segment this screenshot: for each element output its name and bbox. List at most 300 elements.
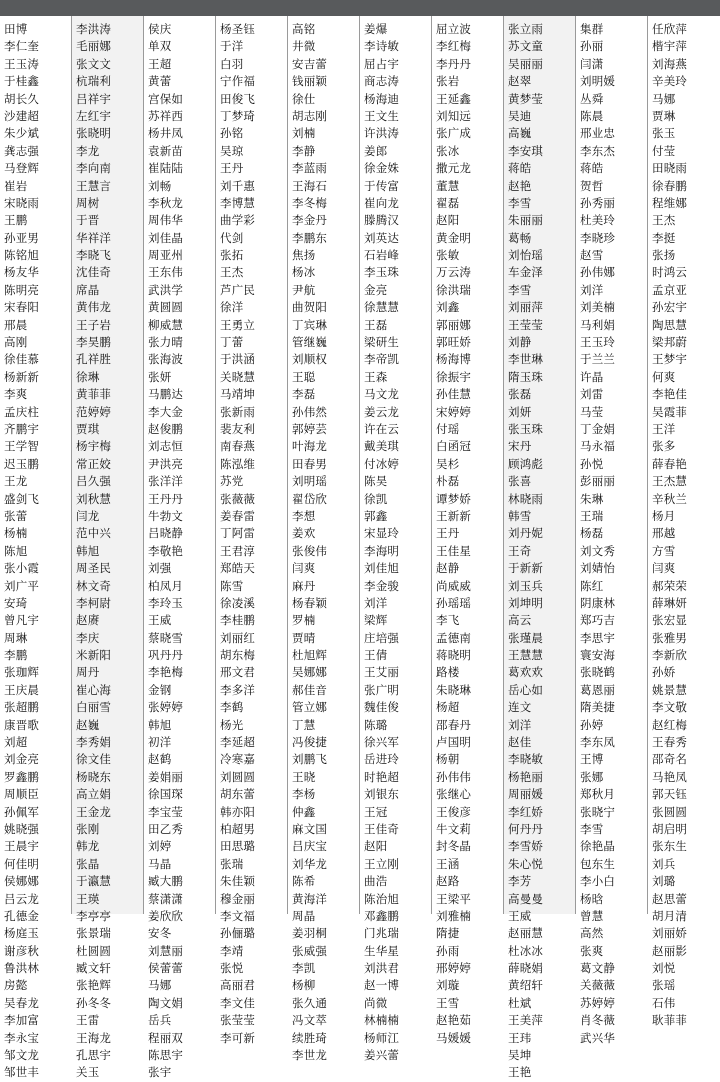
name-cell: 岳兵: [148, 1013, 172, 1028]
name-cell: 宋显玲: [364, 526, 400, 541]
name-cell: 王勇立: [220, 317, 256, 332]
name-cell: 丁蕾: [220, 335, 244, 350]
name-cell: 孔思宇: [76, 1048, 112, 1063]
name-cell: 程维娜: [652, 195, 688, 210]
name-cell: 王洋: [652, 421, 676, 436]
name-cell: 范中兴: [76, 526, 112, 541]
name-cell: 庄培强: [364, 630, 400, 645]
name-cell: 马登辉: [4, 161, 40, 176]
name-cell: 李靖: [220, 943, 244, 958]
name-cell: 管立娜: [292, 700, 328, 715]
name-cell: 杨光: [220, 717, 244, 732]
name-cell: 宫保如: [148, 91, 184, 106]
name-cell: 赵丽慧: [508, 926, 544, 941]
name-cell: 闫爽: [292, 561, 316, 576]
name-cell: 李仁奎: [4, 39, 40, 54]
name-cell: 姜欢: [292, 526, 316, 541]
name-cell: 李磊: [292, 387, 316, 402]
name-cell: 周伟华: [148, 213, 184, 228]
name-cell: 刘洋: [364, 595, 388, 610]
name-cell: 付瑶: [436, 421, 460, 436]
name-cell: 王立刚: [364, 856, 400, 871]
name-cell: 孙宏宇: [652, 300, 688, 315]
name-cell: 续胜琦: [292, 1030, 328, 1045]
name-cell: 李玉珠: [364, 265, 400, 280]
name-cell: 张多: [652, 439, 676, 454]
name-cell: 杨楠: [4, 526, 28, 541]
name-cell: 张磊: [508, 387, 532, 402]
name-cell: 井微: [292, 39, 316, 54]
name-cell: 孙伟伟: [436, 769, 472, 784]
name-cell: 陶文娟: [148, 995, 184, 1010]
name-cell: 马晶: [148, 856, 172, 871]
name-cell: 安吉蕾: [292, 56, 328, 71]
name-cell: 刘千惠: [220, 178, 256, 193]
name-cell: 贺哲: [580, 178, 604, 193]
name-cell: 刘坤明: [508, 595, 544, 610]
name-cell: 蒋皓: [580, 161, 604, 176]
name-cell: 邵春丹: [436, 717, 472, 732]
name-cell: 郭天钰: [652, 787, 688, 802]
name-cell: 李雪: [508, 195, 532, 210]
name-cell: 刘丽红: [220, 630, 256, 645]
name-cell: 王博: [580, 752, 604, 767]
name-cell: 马永福: [580, 439, 616, 454]
name-cell: 于瀛慧: [76, 874, 112, 889]
name-cell: 刘洪君: [364, 961, 400, 976]
name-cell: 贾琪: [76, 421, 100, 436]
name-cell: 孟京亚: [652, 282, 688, 297]
name-cell: 赵阳: [364, 839, 388, 854]
name-cell: 李金丹: [292, 213, 328, 228]
name-cell: 李金骏: [364, 578, 400, 593]
name-cell: 郝佳音: [292, 682, 328, 697]
name-cell: 张宇: [148, 1065, 172, 1080]
name-cell: 陈晨: [580, 108, 604, 123]
name-cell: 李世龙: [292, 1048, 328, 1063]
name-cell: 高铭: [292, 22, 316, 36]
name-cell: 路楼: [436, 665, 460, 680]
name-cell: 王子岩: [76, 317, 112, 332]
name-cell: 黄伟龙: [76, 300, 112, 315]
name-cell: 贾琳: [652, 108, 676, 123]
name-cell: 薛春艳: [652, 456, 688, 471]
name-cell: 赵鹤: [148, 752, 172, 767]
name-cell: 孙冬冬: [76, 995, 112, 1010]
name-cell: 王玉涛: [4, 56, 40, 71]
name-cell: 孙婷: [580, 717, 604, 732]
name-cell: 张敏: [436, 248, 460, 263]
name-cell: 肖冬薇: [580, 1013, 616, 1028]
name-cell: 高然: [580, 926, 604, 941]
name-cell: 魏佳俊: [364, 700, 400, 715]
name-cell: 刘强: [148, 561, 172, 576]
name-cell: 刘雅楠: [436, 908, 472, 923]
name-cell: 邹世丰: [4, 1065, 40, 1080]
name-cell: 冯俊捷: [292, 735, 328, 750]
name-cell: 胡启明: [652, 821, 688, 836]
name-cell: 刘静: [508, 335, 532, 350]
name-cell: 李帝凯: [364, 352, 400, 367]
name-cell: 车金泽: [508, 265, 544, 280]
name-cell: 吕祥宇: [76, 91, 112, 106]
name-cell: 马莹: [580, 404, 604, 419]
name-cell: 刘美楠: [580, 300, 616, 315]
name-column: [0, 16, 72, 1080]
name-cell: 董慧: [436, 178, 460, 193]
name-cell: 刘金亮: [4, 752, 40, 767]
name-cell: 张莹莹: [220, 1013, 256, 1028]
name-cell: 丁慧: [292, 717, 316, 732]
name-cell: 于洪涵: [220, 352, 256, 367]
name-cell: 单双: [148, 39, 172, 54]
name-cell: 王梦宇: [652, 352, 688, 367]
name-cell: 马鹏达: [148, 387, 184, 402]
name-cell: 周丽媛: [508, 787, 544, 802]
name-column: [72, 16, 144, 1080]
name-cell: 崔岩: [4, 178, 28, 193]
name-cell: 田乙秀: [148, 821, 184, 836]
name-cell: 张玉: [652, 126, 676, 141]
name-cell: 曾慧: [580, 908, 604, 923]
name-cell: 周树: [76, 195, 100, 210]
name-cell: 许洪涛: [364, 126, 400, 141]
name-cell: 刘婷: [148, 839, 172, 854]
name-cell: 王慧慧: [508, 648, 544, 663]
name-cell: 臧大鹏: [148, 874, 184, 889]
name-cell: 李挺: [652, 230, 676, 245]
name-cell: 李静: [292, 143, 316, 158]
name-cell: 王聪: [292, 369, 316, 384]
name-cell: 陈希: [292, 874, 316, 889]
name-cell: 王俊彦: [436, 804, 472, 819]
name-cell: 李博慧: [220, 195, 256, 210]
name-cell: 于桂鑫: [4, 74, 40, 89]
name-cell: 白丽雪: [76, 700, 112, 715]
name-cell: 李凯: [292, 961, 316, 976]
name-cell: 张瑶: [652, 978, 676, 993]
name-cell: 巩丹丹: [148, 648, 184, 663]
name-cell: 房懿: [4, 978, 28, 993]
name-cell: 张继心: [436, 787, 472, 802]
name-cell: 张妍: [148, 369, 172, 384]
name-cell: 刘明媛: [580, 74, 616, 89]
name-cell: 郭鑫: [364, 508, 388, 523]
name-column: [432, 16, 504, 1045]
name-cell: 王艳: [508, 1065, 532, 1080]
name-cell: 吴丽丽: [508, 56, 544, 71]
name-cell: 何爽: [652, 369, 676, 384]
name-cell: 于兰兰: [580, 352, 616, 367]
name-cell: 李昊鹏: [76, 335, 112, 350]
name-cell: 商志涛: [364, 74, 400, 89]
name-cell: 高巍: [508, 126, 532, 141]
name-cell: 崔向龙: [364, 195, 400, 210]
name-cell: 李冬梅: [292, 195, 328, 210]
name-cell: 姜兴蕾: [364, 1048, 400, 1063]
name-cell: 许晶: [580, 369, 604, 384]
name-cell: 李东杰: [580, 143, 616, 158]
name-cell: 迟玉鹏: [4, 456, 40, 471]
name-cell: 郑皓天: [220, 561, 256, 576]
name-cell: 崔陆陆: [148, 161, 184, 176]
name-cell: 杨海迪: [364, 91, 400, 106]
name-cell: 姜郎: [364, 143, 388, 158]
name-cell: 李大金: [148, 404, 184, 419]
name-cell: 胡东蕾: [220, 787, 256, 802]
name-cell: 葛恩丽: [580, 682, 616, 697]
name-cell: 吕久强: [76, 474, 112, 489]
name-cell: 芦广民: [220, 282, 256, 297]
name-cell: 郭旺娇: [436, 335, 472, 350]
name-cell: 杜冰冰: [508, 943, 544, 958]
name-cell: 李小白: [580, 874, 616, 889]
name-cell: 尚威威: [436, 578, 472, 593]
top-bar: [0, 0, 720, 16]
name-cell: 孟德南: [436, 630, 472, 645]
name-cell: 周丹: [76, 665, 100, 680]
name-cell: 王丹: [436, 526, 460, 541]
name-cell: 王君淳: [220, 543, 256, 558]
name-cell: 张蕾: [4, 508, 28, 523]
name-cell: 时艳超: [364, 769, 400, 784]
name-cell: 王瑛: [76, 891, 100, 906]
name-cell: 杭瑞利: [76, 74, 112, 89]
name-cell: 王威: [148, 613, 172, 628]
name-cell: 邢文君: [220, 665, 256, 680]
name-cell: 张瑾晨: [508, 630, 544, 645]
name-cell: 麻文国: [292, 821, 328, 836]
name-cell: 沈佳奇: [76, 265, 112, 280]
name-cell: 翟岱欣: [292, 491, 328, 506]
name-cell: 许在云: [364, 421, 400, 436]
name-cell: 周圣民: [76, 561, 112, 576]
name-cell: 牛勃文: [148, 508, 184, 523]
name-cell: 何佳明: [4, 856, 40, 871]
name-cell: 王威: [508, 908, 532, 923]
name-cell: 刘丹妮: [508, 526, 544, 541]
name-cell: 王倩: [364, 648, 388, 663]
name-cell: 隋美捷: [580, 700, 616, 715]
name-cell: 张晓宁: [580, 804, 616, 819]
name-cell: 门兆瑞: [364, 926, 400, 941]
name-cell: 田晓雨: [652, 161, 688, 176]
name-cell: 李红娇: [508, 804, 544, 819]
name-cell: 姜爆: [364, 22, 388, 36]
name-cell: 马娜: [652, 91, 676, 106]
name-cell: 陈红: [580, 578, 604, 593]
name-cell: 胡志刚: [292, 108, 328, 123]
name-cell: 柏超男: [220, 821, 256, 836]
name-cell: 张珈辉: [4, 665, 40, 680]
name-cell: 赵雪: [580, 248, 604, 263]
name-cell: 王金龙: [76, 804, 112, 819]
name-cell: 张久通: [292, 995, 328, 1010]
name-cell: 杜圆圆: [76, 943, 112, 958]
name-cell: 林楠楠: [364, 1013, 400, 1028]
name-cell: 杨晗: [580, 891, 604, 906]
name-cell: 陈思宇: [148, 1048, 184, 1063]
name-cell: 韩旭: [148, 717, 172, 732]
name-cell: 王超: [148, 56, 172, 71]
name-cell: 宁作福: [220, 74, 256, 89]
name-cell: 集群: [580, 22, 604, 36]
name-cell: 杨超: [436, 700, 460, 715]
name-cell: 刘鑫: [436, 300, 460, 315]
name-cell: 楷宇萍: [652, 39, 688, 54]
name-cell: 刘知远: [436, 108, 472, 123]
name-cell: 姚晓强: [4, 821, 40, 836]
name-cell: 赵艳: [508, 178, 532, 193]
name-cell: 赵丽影: [652, 943, 688, 958]
name-cell: 隋捷: [436, 926, 460, 941]
name-cell: 朱心悦: [508, 856, 544, 871]
name-cell: 葛欢欢: [508, 665, 544, 680]
name-cell: 白函冠: [436, 439, 472, 454]
name-cell: 沙建超: [4, 108, 40, 123]
name-cell: 王海石: [292, 178, 328, 193]
name-cell: 张冰: [436, 143, 460, 158]
name-cell: 王春秀: [652, 735, 688, 750]
name-cell: 姜娟丽: [148, 769, 184, 784]
name-cell: 王杰: [652, 213, 676, 228]
name-cell: 王涵: [436, 856, 460, 871]
name-cell: 陈泓维: [220, 456, 256, 471]
name-cell: 王庆晨: [4, 682, 40, 697]
name-cell: 刘英达: [364, 230, 400, 245]
name-cell: 王莹莹: [508, 317, 544, 332]
name-cell: 张晓鹤: [580, 665, 616, 680]
name-cell: 吴迪: [508, 108, 532, 123]
name-cell: 徐佳慕: [4, 352, 40, 367]
name-cell: 关玉: [76, 1065, 100, 1080]
name-cell: 赵思蕾: [652, 891, 688, 906]
name-cell: 孙秀丽: [580, 195, 616, 210]
name-cell: 王雷: [76, 1013, 100, 1028]
name-cell: 闫爽: [652, 561, 676, 576]
name-cell: 苏文童: [508, 39, 544, 54]
name-cell: 刘玉兵: [508, 578, 544, 593]
name-cell: 李想: [292, 508, 316, 523]
name-cell: 赵一博: [364, 978, 400, 993]
name-cell: 马媛媛: [436, 1030, 472, 1045]
name-cell: 张刚: [76, 821, 100, 836]
name-cell: 李延超: [220, 735, 256, 750]
name-cell: 戴美琪: [364, 439, 400, 454]
name-cell: 黄圆圆: [148, 300, 184, 315]
name-cell: 陈明亮: [4, 282, 40, 297]
name-cell: 王延鑫: [436, 91, 472, 106]
name-cell: 李丹丹: [436, 56, 472, 71]
name-cell: 王丹丹: [148, 491, 184, 506]
name-cell: 张爽: [580, 943, 604, 958]
name-cell: 蒋皓: [508, 161, 532, 176]
name-cell: 张力晴: [148, 335, 184, 350]
name-cell: 孙娇: [652, 665, 676, 680]
name-cell: 朱少斌: [4, 126, 40, 141]
name-cell: 卢国明: [436, 735, 472, 750]
name-cell: 吴霞菲: [652, 404, 688, 419]
name-cell: 贾晴: [292, 630, 316, 645]
name-cell: 王奇: [508, 543, 532, 558]
name-cell: 张瑞: [220, 856, 244, 871]
name-cell: 叶海龙: [292, 439, 328, 454]
name-cell: 李龙: [76, 143, 100, 158]
name-cell: 屈占宇: [364, 56, 400, 71]
name-cell: 陈雪: [220, 578, 244, 593]
name-cell: 李文敬: [652, 700, 688, 715]
name-cell: 王海龙: [76, 1030, 112, 1045]
name-cell: 张婷婷: [148, 700, 184, 715]
name-cell: 杨圣钰: [220, 22, 256, 36]
name-cell: 吴琼: [220, 143, 244, 158]
name-cell: 关薇薇: [580, 978, 616, 993]
name-cell: 杨朝: [436, 752, 460, 767]
name-cell: 张悦: [220, 961, 244, 976]
name-cell: 朱琳: [580, 491, 604, 506]
name-cell: 孔德金: [4, 908, 40, 923]
name-cell: 苏党: [220, 474, 244, 489]
name-cell: 高曼曼: [508, 891, 544, 906]
name-cell: 邢晨: [4, 317, 28, 332]
name-cell: 刘海燕: [652, 56, 688, 71]
name-cell: 杜美玲: [580, 213, 616, 228]
name-cell: 武洪学: [148, 282, 184, 297]
name-cell: 李安琪: [508, 143, 544, 158]
name-cell: 尹洪亮: [148, 456, 184, 471]
name-cell: 孟庆柱: [4, 404, 40, 419]
name-cell: 葛畅: [508, 230, 532, 245]
name-cell: 赵巍: [76, 717, 100, 732]
name-cell: 王杰慧: [652, 474, 688, 489]
name-cell: 刘丽娇: [652, 926, 688, 941]
name-cell: 吴娜娜: [292, 665, 328, 680]
name-cell: 刘丽萍: [508, 300, 544, 315]
name-cell: 彭丽丽: [580, 474, 616, 489]
name-cell: 龚志强: [4, 143, 40, 158]
name-cell: 封冬晶: [436, 839, 472, 854]
name-cell: 李新欣: [652, 648, 688, 663]
name-cell: 丛舜: [580, 91, 604, 106]
name-cell: 冯文萃: [292, 1013, 328, 1028]
name-cell: 王丹: [220, 161, 244, 176]
name-cell: 杨新新: [4, 369, 40, 384]
name-cell: 李鹏: [4, 648, 28, 663]
name-cell: 张喜: [508, 474, 532, 489]
name-cell: 柳威慧: [148, 317, 184, 332]
name-cell: 刘顺权: [292, 352, 328, 367]
name-cell: 侯庆: [148, 22, 172, 36]
name-cell: 岳进玲: [364, 752, 400, 767]
name-cell: 张艳辉: [76, 978, 112, 993]
name-cell: 赵红梅: [652, 717, 688, 732]
name-column: [288, 16, 360, 1063]
name-cell: 徐振宇: [436, 369, 472, 384]
name-cell: 宋春阳: [4, 300, 40, 315]
name-cell: 杨宇梅: [76, 439, 112, 454]
name-cell: 李蓝雨: [292, 161, 328, 176]
name-cell: 杨海博: [436, 352, 472, 367]
name-cell: 于晋: [76, 213, 100, 228]
name-cell: 罗鑫鹏: [4, 769, 40, 784]
name-table: [0, 16, 720, 1080]
name-cell: 李雪: [508, 282, 532, 297]
name-cell: 陈旭: [4, 543, 28, 558]
name-cell: 何丹丹: [508, 821, 544, 836]
name-cell: 麻丹: [292, 578, 316, 593]
name-cell: 高丽君: [220, 978, 256, 993]
name-cell: 王杰: [220, 265, 244, 280]
